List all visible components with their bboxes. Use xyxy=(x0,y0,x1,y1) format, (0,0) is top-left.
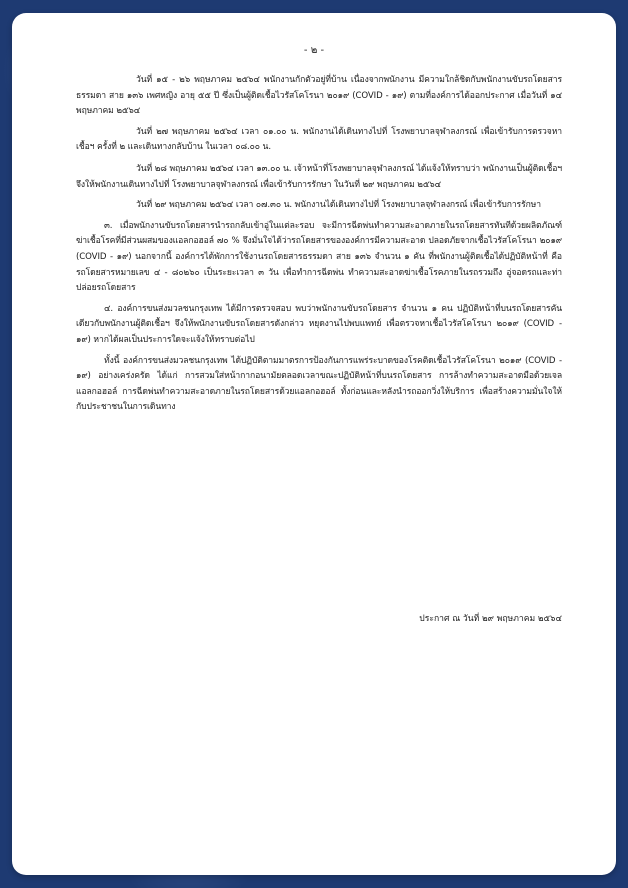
announcement-date: ประกาศ ณ วันที่ ๒๙ พฤษภาคม ๒๕๖๔ xyxy=(419,614,562,624)
document-body xyxy=(76,73,562,421)
page-number: - ๒ - xyxy=(303,45,325,56)
paragraph-item-3: ๓. เมื่อพนักงานขับรถโดยสารนำรถกลับเข้าอู่ในแต่ละรอบ จะมีการฉีดพ่นทำความสะอาดภายในรถโดยสารทันทีด้วยผลิตภัณฑ์ฆ่าเชื้อโรคที่มีส่วนผสมของแอลกอฮอล์ ๗๐ % จึงมั่นใจได้ว่ารถโดยสารขององค์การมีความสะอาด ปลอดภัยจากเชื้อไวรัสโคโรนา ๒๐๑๙ (COVID - ๑๙) นอกจากนี้ องค์การได้พักการใช้งานรถโดยสารธรรมดา สาย ๑๓๖ จำนวน ๑ คัน ที่พนักงานผู้ติดเชื้อได้ปฏิบัติหน้าที่ คือ รถโดยสารหมายเลข ๔ - ๘๐๒๖๐ เป็นระยะเวลา ๓ วัน เพื่อทำการฉีดพ่น ทำความสะอาดฆ่าเชื้อโรคภายในรถรวมถึง อู่จอดรถและท่าปล่อยรถโดยสาร xyxy=(76,220,562,294)
paragraph-may-27: วันที่ ๒๗ พฤษภาคม ๒๕๖๔ เวลา ๐๑.๐๐ น. พนักงานได้เดินทางไปที่ โรงพยาบาลจุฬาลงกรณ์ เพื่อเข้ารับการตรวจหาเชื้อฯ ครั้งที่ ๒ และเดินทางกลับบ้าน ในเวลา ๐๘.๐๐ น. xyxy=(76,126,562,153)
paragraph-may-28: วันที่ ๒๘ พฤษภาคม ๒๕๖๔ เวลา ๑๓.๐๐ น. เจ้าหน้าที่โรงพยาบาลจุฬาลงกรณ์ ได้แจ้งให้ทราบว่า พนักงานเป็นผู้ติดเชื้อฯ จึงให้พนักงานเดินทางไปที่ โรงพยาบาลจุฬาลงกรณ์ เพื่อเข้ารับการรักษา ในวันที่ ๒๙ พฤษภาคม ๒๕๖๔ xyxy=(76,163,562,190)
paragraph-may-15-26: วันที่ ๑๕ - ๒๖ พฤษภาคม ๒๕๖๔ พนักงานกักตัวอยู่ที่บ้าน เนื่องจากพนักงาน มีความใกล้ชิดกับพนักงานขับรถโดยสารธรรมดา สาย ๑๓๖ เพศหญิง อายุ ๕๕ ปี ซึ่งเป็นผู้ติดเชื้อไวรัสโคโรนา ๒๐๑๙ (COVID - ๑๙) ตามที่องค์การได้ออกประกาศ เมื่อวันที่ ๑๔ พฤษภาคม ๒๕๖๔ xyxy=(76,75,562,117)
paragraph-may-29: วันที่ ๒๙ พฤษภาคม ๒๕๖๔ เวลา ๐๗.๓๐ น. พนักงานได้เดินทางไปที่ โรงพยาบาลจุฬาลงกรณ์ เพื่อเข้ารับการรักษา xyxy=(136,200,541,211)
document-page xyxy=(12,13,616,875)
paragraph-item-4: ๔. องค์การขนส่งมวลชนกรุงเทพ ได้มีการตรวจสอบ พบว่าพนักงานขับรถโดยสาร จำนวน ๑ คน ปฏิบัติหน้าที่บนรถโดยสารคันเดียวกับพนักงานผู้ติดเชื้อฯ จึงให้พนักงานขับรถโดยสารดังกล่าว หยุดงานไปพบแพทย์ เพื่อตรวจหาเชื้อไวรัสโคโรนา ๒๐๑๙ (COVID - ๑๙) หากได้ผลเป็นประการใดจะแจ้งให้ทราบต่อไป xyxy=(76,303,562,345)
paragraph-conclusion: ทั้งนี้ องค์การขนส่งมวลชนกรุงเทพ ได้ปฏิบัติตามมาตรการป้องกันการแพร่ระบาดของโรคติดเชื้อไวรัสโคโรนา ๒๐๑๙ (COVID - ๑๙) อย่างเคร่งครัด ได้แก่ การสวมใส่หน้ากากอนามัยตลอดเวลาขณะปฏิบัติหน้าที่บนรถโดยสาร การล้างทำความสะอาดมือด้วยเจลแอลกอฮอล์ การฉีดพ่นทำความสะอาดภายในรถโดยสารด้วยแอลกอฮอล์ ทั้งก่อนและหลังนำรถออกวิ่งให้บริการ เพื่อสร้างความมั่นใจให้กับประชาชนในการเดินทาง xyxy=(76,355,562,413)
